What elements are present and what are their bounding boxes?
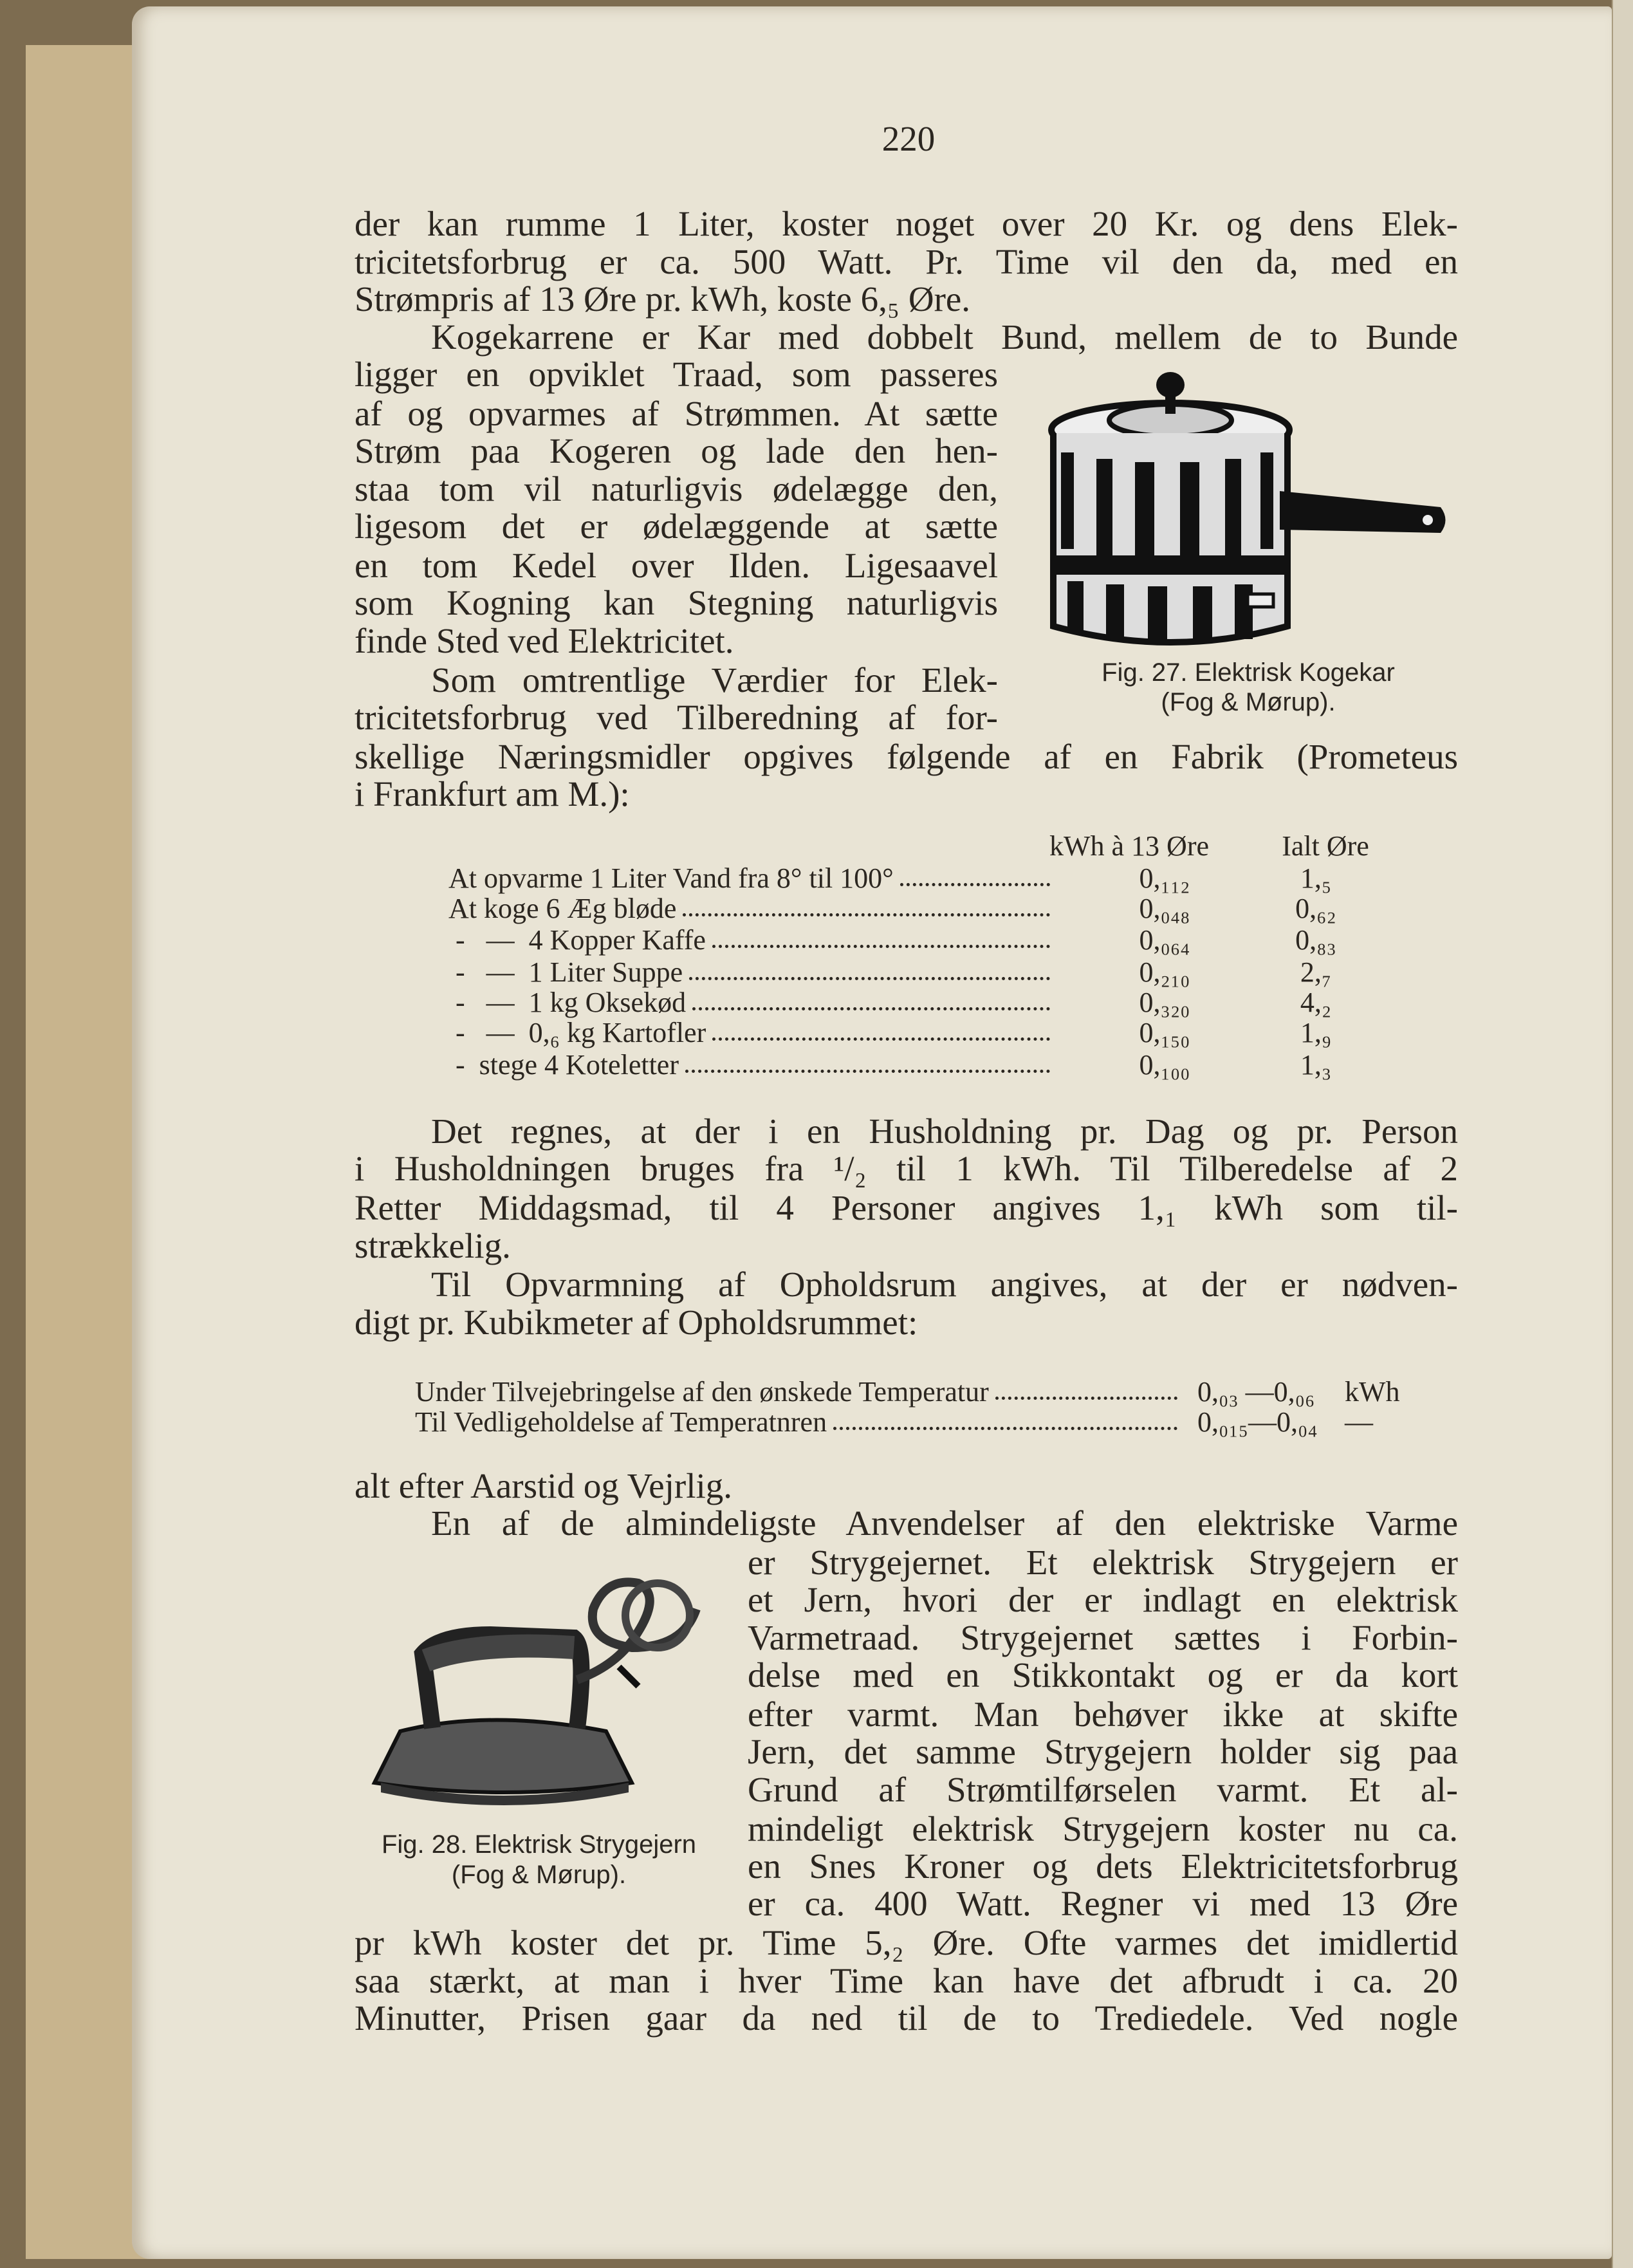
row-total: 4,₂ <box>1300 987 1332 1018</box>
text-line: Jern, det samme Strygejern holder sig paa <box>748 1732 1458 1771</box>
dot-leader <box>712 1018 1050 1041</box>
table-header-kwh: kWh à 13 Øre <box>1049 830 1209 862</box>
dot-leader <box>900 863 1050 886</box>
text-line: strækkelig. <box>355 1226 511 1265</box>
dot-leader <box>685 1050 1050 1073</box>
row-label: - — 1 Liter Suppe <box>448 956 683 988</box>
fig27-caption-credit: (Fog & Mørup). <box>1161 688 1336 716</box>
dot-leader <box>683 893 1050 916</box>
row-label: At opvarme 1 Liter Vand fra 8° til 100° <box>448 862 894 894</box>
row-kwh: 0,₀₆₄ <box>1139 924 1190 956</box>
electric-cooker-illustration <box>1042 369 1453 652</box>
text-line: Det regnes, at der i en Husholdning pr. Dag og pr. Person <box>431 1111 1458 1151</box>
text-line: Kogekarrene er Kar med dobbelt Bund, mellem de to Bunde <box>431 317 1458 357</box>
row-label: - — 4 Kopper Kaffe <box>448 924 706 956</box>
text-line: en Snes Kroner og dets Elektricitetsforbrug <box>748 1846 1458 1886</box>
text-line: ligger en opviklet Traad, som passeres <box>355 355 998 394</box>
text-line: Grund af Strømtilførselen varmt. Et al- <box>748 1770 1458 1809</box>
row-range: 0,₀₁₅—0,₀₄ <box>1197 1406 1318 1438</box>
text-line: Varmetraad. Strygejernet sættes i Forbin- <box>748 1618 1458 1657</box>
text-line: Som omtrentlige Værdier for Elek- <box>431 660 998 700</box>
row-kwh: 0,₁₀₀ <box>1139 1049 1190 1081</box>
dot-leader <box>712 925 1050 948</box>
text-line: efter varmt. Man behøver ikke at skifte <box>748 1695 1458 1734</box>
dot-leader <box>995 1377 1177 1400</box>
row-total: 1,₉ <box>1300 1017 1332 1048</box>
text-line: er Strygejernet. Et elektrisk Strygejern er <box>748 1543 1458 1582</box>
next-page-edge <box>1612 0 1633 2268</box>
row-kwh: 0,₃₂₀ <box>1139 987 1190 1018</box>
text-line: Til Opvarmning af Opholdsrum angives, at der er nødven- <box>431 1265 1458 1304</box>
text-line: Strøm paa Kogeren og lade den hen- <box>355 431 998 470</box>
text-line: finde Sted ved Elektricitet. <box>355 621 734 660</box>
text-line: digt pr. Kubikmeter af Opholdsrummet: <box>355 1303 918 1342</box>
table-header-total: Ialt Øre <box>1282 830 1369 862</box>
dot-leader <box>833 1407 1177 1430</box>
row-label: - — 1 kg Oksekød <box>448 987 687 1018</box>
row-total: 1,₅ <box>1300 862 1332 894</box>
text-line: der kan rumme 1 Liter, koster noget over 20 Kr. og dens Elek- <box>355 204 1458 243</box>
row-label: - — 0,₆ kg Kartofler <box>448 1017 706 1048</box>
row-total: 2,₇ <box>1300 956 1332 988</box>
row-kwh: 0,₁₁₂ <box>1139 862 1190 894</box>
dot-leader <box>689 957 1050 980</box>
text-line: En af de almindeligste Anvendelser af den elektriske Varme <box>431 1503 1458 1543</box>
row-range: 0,₀₃ —0,₀₆ <box>1197 1376 1315 1408</box>
fig28-caption: Fig. 28. Elektrisk Strygejern <box>381 1830 697 1859</box>
text-line: er ca. 400 Watt. Regner vi med 13 Øre <box>748 1884 1458 1923</box>
row-unit: kWh <box>1345 1376 1400 1408</box>
row-kwh: 0,₀₄₈ <box>1139 893 1190 924</box>
text-line: tricitetsforbrug ved Tilberedning af for- <box>355 698 998 737</box>
text-line: delse med en Stikkontakt og er da kort <box>748 1655 1458 1695</box>
fig28-caption-credit: (Fog & Mørup). <box>451 1861 627 1889</box>
row-label: Under Tilvejebringelse af den ønskede Temperatur <box>415 1376 989 1408</box>
text-line: mindeligt elektrisk Strygejern koster nu ca. <box>748 1809 1458 1848</box>
row-label: - stege 4 Koteletter <box>448 1049 679 1081</box>
text-line: en tom Kedel over Ilden. Ligesaavel <box>355 546 998 585</box>
text-line: tricitetsforbrug er ca. 500 Watt. Pr. Time vil den da, med en <box>355 242 1458 281</box>
text-line: skellige Næringsmidler opgives følgende af en Fabrik (Prometeus <box>355 737 1458 776</box>
row-kwh: 0,₂₁₀ <box>1139 956 1190 988</box>
dot-leader <box>692 987 1050 1010</box>
fig27-caption: Fig. 27. Elektrisk Kogekar <box>1102 658 1395 687</box>
text-line: et Jern, hvori der er indlagt en elektrisk <box>748 1580 1458 1619</box>
text-line: saa stærkt, at man i hver Time kan have det afbrudt i ca. 20 <box>355 1961 1458 2000</box>
text-line: Minutter, Prisen gaar da ned til de to Trediedele. Ved nogle <box>355 1998 1458 2038</box>
text-line: i Husholdningen bruges fra ¹/₂ til 1 kWh. Til Tilberedelse af 2 <box>355 1149 1458 1188</box>
row-total: 0,₆₂ <box>1295 893 1336 924</box>
row-total: 1,₃ <box>1300 1049 1332 1081</box>
row-unit: — <box>1345 1406 1373 1438</box>
row-label: At koge 6 Æg bløde <box>448 893 677 924</box>
text-line: ligesom det er ødelæggende at sætte <box>355 507 998 546</box>
text-line: af og opvarmes af Strømmen. At sætte <box>355 394 998 433</box>
page-number: 220 <box>881 119 936 158</box>
electric-iron-illustration <box>362 1570 722 1815</box>
text-line: i Frankfurt am M.): <box>355 774 630 813</box>
text-line: Retter Middagsmad, til 4 Personer angives 1,₁ kWh som til- <box>355 1188 1458 1227</box>
row-kwh: 0,₁₅₀ <box>1139 1017 1190 1048</box>
row-label: Til Vedligeholdelse af Temperatnren <box>415 1406 827 1438</box>
text-line: pr kWh koster det pr. Time 5,₂ Øre. Ofte varmes det imidlertid <box>355 1923 1458 1962</box>
row-total: 0,₈₃ <box>1295 924 1336 956</box>
text-line: alt efter Aarstid og Vejrlig. <box>355 1466 733 1505</box>
text-line: som Kogning kan Stegning naturligvis <box>355 583 998 622</box>
text-line: Strømpris af 13 Øre pr. kWh, koste 6,₅ Øre. <box>355 279 971 319</box>
text-line: staa tom vil naturligvis ødelægge den, <box>355 469 998 508</box>
